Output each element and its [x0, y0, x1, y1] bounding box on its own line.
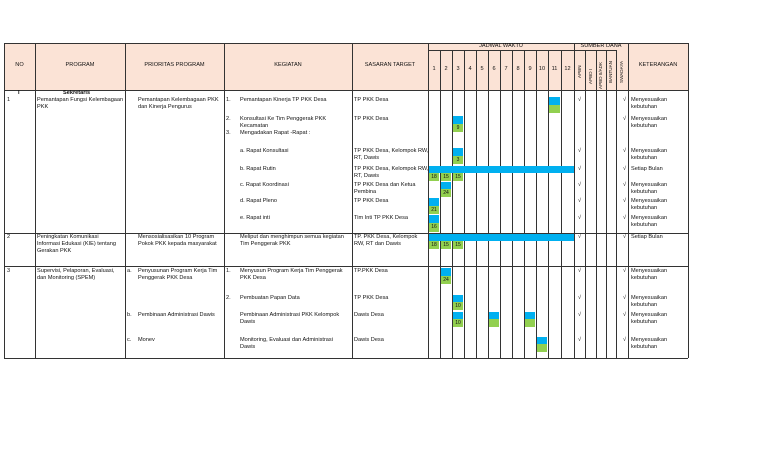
check-mark: √	[623, 148, 627, 154]
col-line	[352, 43, 353, 358]
program-text: dan Monitoring (SPEM)	[37, 275, 96, 281]
prioritas-letter: c.	[127, 337, 132, 343]
check-mark: √	[623, 198, 627, 204]
header-keterangan: KETERANGAN	[638, 62, 678, 68]
col-line	[561, 50, 562, 358]
col-line	[628, 43, 629, 358]
prioritas-text: Pemantapan Kelembagaan PKK	[138, 97, 219, 103]
col-line	[224, 43, 225, 358]
col-line	[585, 50, 586, 358]
col-line	[35, 43, 36, 358]
rule-jadwal	[428, 50, 574, 51]
kegiatan-number: 2.	[226, 116, 231, 122]
schedule-value: 10	[453, 319, 463, 327]
keterangan-text: Menyesuaikan	[631, 116, 668, 122]
program-text: Supervisi, Pelaporan, Evaluasi,	[37, 268, 115, 274]
schedule-bar	[525, 312, 535, 319]
sasaran-text: TP PKK Desa	[354, 116, 389, 122]
schedule-bar	[489, 312, 499, 319]
kegiatan-text: Pemantapan Kinerja TP PKK Desa	[240, 97, 327, 103]
keterangan-text: kebutuhan	[631, 123, 658, 129]
program-text: PKK	[37, 104, 49, 110]
kegiatan-text: c. Rapat Koordinasi	[240, 182, 289, 188]
kegiatan-text: b. Rapat Rutin	[240, 166, 276, 172]
program-text: Pemantapan Fungsi Kelembagaan	[37, 97, 124, 103]
prioritas-letter: b.	[127, 312, 132, 318]
schedule-value: 21	[429, 206, 439, 214]
kegiatan-text: Tim Penggerak PKK	[240, 241, 291, 247]
prioritas-text: Penggerak PKK Desa	[138, 275, 193, 281]
keterangan-text: Menyesuaikan	[631, 312, 668, 318]
sasaran-text: RT, Dawis	[354, 155, 380, 161]
check-mark: √	[578, 268, 582, 274]
keterangan-text: Menyesuaikan	[631, 215, 668, 221]
header-no: NO	[15, 62, 24, 68]
program-text: Gerakan PKK	[37, 248, 72, 254]
sasaran-text: Pembina	[354, 189, 377, 195]
kegiatan-number: 2.	[226, 295, 231, 301]
check-mark: √	[578, 234, 582, 240]
keterangan-text: kebutuhan	[631, 319, 658, 325]
col-line	[688, 43, 689, 358]
header-prioritas: PRIORITAS PROGRAM	[144, 62, 205, 68]
rule-bottom	[4, 358, 688, 359]
prioritas-text: dan Kinerja Pengurus	[138, 104, 192, 110]
prioritas-letter: a.	[127, 268, 132, 274]
kegiatan-text: d. Rapat Pleno	[240, 198, 278, 204]
check-mark: √	[578, 312, 582, 318]
keterangan-text: Menyesuaikan	[631, 337, 668, 343]
month-7: 7	[504, 66, 508, 72]
kegiatan-text: Dawis	[240, 344, 256, 350]
kegiatan-text: Pembinaan Administrasi PKK Kelompok	[240, 312, 340, 318]
kegiatan-text: Menyusun Program Kerja Tim Penggerak	[240, 268, 343, 274]
keterangan-text: kebutuhan	[631, 344, 658, 350]
month-12: 12	[564, 66, 571, 72]
check-mark: √	[623, 312, 627, 318]
check-mark: √	[623, 116, 627, 122]
col-line	[574, 43, 575, 358]
schedule-value: 24	[441, 189, 451, 197]
header-kegiatan: KEGIATAN	[274, 62, 302, 68]
col-line	[440, 50, 441, 358]
schedule-value: 18	[429, 173, 439, 181]
prioritas-text: Pembinaan Administrasi Dawis	[138, 312, 215, 318]
section-number: I	[18, 90, 20, 96]
check-mark: √	[623, 234, 627, 240]
section-title: Sekretaris	[63, 90, 91, 96]
check-mark: √	[578, 182, 582, 188]
schedule-bar	[537, 344, 547, 352]
schedule-bar	[441, 182, 451, 189]
schedule-bar	[489, 319, 499, 327]
schedule-value: 15	[441, 173, 451, 181]
keterangan-text: Menyesuaikan	[631, 198, 668, 204]
sasaran-text: RT, Dawis	[354, 173, 380, 179]
keterangan-text: Menyesuaikan	[631, 295, 668, 301]
sasaran-text: TP PKK Desa, Kelompok RW,	[354, 166, 429, 172]
row-number: 2	[7, 234, 11, 240]
schedule-bar	[453, 116, 463, 124]
keterangan-text: Menyesuaikan	[631, 148, 668, 154]
check-mark: √	[578, 148, 582, 154]
check-mark: √	[623, 97, 627, 103]
schedule-bar	[429, 198, 439, 206]
sasaran-text: TP PKK Desa	[354, 97, 389, 103]
keterangan-text: Setiap Bulan	[631, 166, 663, 172]
col-line	[125, 43, 126, 358]
prioritas-text: Pokok PKK kepada masyarakat	[138, 241, 217, 247]
schedule-value: 16	[429, 223, 439, 232]
sasaran-text: RW, RT dan Dawis	[354, 241, 401, 247]
row-number: 1	[7, 97, 11, 103]
header-sumber: SUMBER DANA	[580, 43, 622, 49]
col-line	[512, 50, 513, 358]
source-swadaya: SWADAYA	[619, 60, 624, 83]
kegiatan-text: e. Rapat inti	[240, 215, 270, 221]
check-mark: √	[623, 268, 627, 274]
kegiatan-text: Dawis	[240, 319, 256, 325]
col-line	[4, 43, 5, 358]
schedule-value: 15	[453, 241, 463, 249]
col-line	[536, 50, 537, 358]
check-mark: √	[623, 215, 627, 221]
kegiatan-text: PKK Desa	[240, 275, 266, 281]
month-11: 11	[551, 66, 558, 72]
check-mark: √	[623, 166, 627, 172]
keterangan-text: Setiap Bulan	[631, 234, 663, 240]
sasaran-text: Dawis Desa	[354, 312, 384, 318]
kegiatan-text: Monitoring, Evaluasi dan Administrasi	[240, 337, 333, 343]
sasaran-text: Tim Inti TP PKK Desa	[354, 215, 408, 221]
month-1: 1	[432, 66, 436, 72]
source-apbd1: APBD I	[588, 68, 593, 84]
kegiatan-text: Konsultasi Ke Tim Penggerak PKK	[240, 116, 327, 122]
check-mark: √	[578, 198, 582, 204]
schedule-value: 24	[441, 276, 451, 284]
col-line	[596, 50, 597, 358]
schedule-value: 18	[429, 241, 439, 249]
schedule-bar	[429, 215, 439, 223]
check-mark: √	[578, 295, 582, 301]
rule-sumber	[574, 50, 616, 51]
month-4: 4	[468, 66, 472, 72]
month-9: 9	[528, 66, 532, 72]
source-apbd2: APBD II/ADK	[598, 61, 603, 89]
source-apbn: APBN	[577, 65, 582, 78]
col-line	[464, 50, 465, 358]
schedule-bar	[441, 268, 451, 276]
schedule-value: 15	[441, 241, 451, 249]
month-8: 8	[516, 66, 520, 72]
schedule-bar	[453, 148, 463, 156]
kegiatan-number: 1.	[226, 97, 231, 103]
col-line	[606, 50, 607, 358]
check-mark: √	[578, 215, 582, 221]
schedule-bar	[537, 337, 547, 344]
sasaran-text: TP PKK Desa	[354, 295, 389, 301]
kegiatan-text: Meliput dan menghimpun semua kegiatan	[240, 234, 344, 240]
sasaran-text: TP PKK Desa	[354, 198, 389, 204]
kegiatan-number: 3.	[226, 130, 231, 136]
schedule-value: 10	[453, 302, 463, 310]
sasaran-text: Dawis Desa	[354, 337, 384, 343]
keterangan-text: kebutuhan	[631, 155, 658, 161]
schedule-bar	[525, 319, 535, 327]
source-bantuan: BANTUAN	[608, 61, 613, 83]
check-mark: √	[623, 182, 627, 188]
schedule-bar	[549, 105, 560, 113]
kegiatan-text: Mengadakan Rapat -Rapat :	[240, 130, 311, 136]
keterangan-text: Menyesuaikan	[631, 268, 668, 274]
col-line	[500, 50, 501, 358]
keterangan-text: Menyesuaikan	[631, 182, 668, 188]
keterangan-text: kebutuhan	[631, 104, 658, 110]
prioritas-text: Mensosialisasikan 10 Program	[138, 234, 215, 240]
check-mark: √	[578, 166, 582, 172]
keterangan-text: kebutuhan	[631, 275, 658, 281]
schedule-value: 3	[453, 156, 463, 164]
kegiatan-text: Kecamatan	[240, 123, 269, 129]
schedule-bar	[549, 97, 560, 105]
check-mark: √	[623, 337, 627, 343]
row-number: 3	[7, 268, 11, 274]
schedule-bar	[453, 312, 463, 319]
check-mark: √	[578, 337, 582, 343]
month-2: 2	[444, 66, 448, 72]
prioritas-text: Penyusunan Program Kerja Tim	[138, 268, 218, 274]
keterangan-text: kebutuhan	[631, 302, 658, 308]
col-line	[476, 50, 477, 358]
col-line	[616, 50, 617, 358]
check-mark: √	[623, 295, 627, 301]
keterangan-text: kebutuhan	[631, 189, 658, 195]
kegiatan-text: a. Rapat Konsultasi	[240, 148, 289, 154]
keterangan-text: kebutuhan	[631, 222, 658, 228]
kegiatan-text: Pembuatan Papan Data	[240, 295, 300, 301]
kegiatan-number: 1.	[226, 268, 231, 274]
schedule-bar	[453, 295, 463, 302]
check-mark: √	[578, 97, 582, 103]
program-text: Peningkatan Komunikasi	[37, 234, 99, 240]
header-sasaran: SASARAN TARGET	[364, 62, 416, 68]
month-5: 5	[480, 66, 484, 72]
schedule-bar	[429, 234, 574, 241]
header-program: PROGRAM	[65, 62, 95, 68]
prioritas-text: Monev	[138, 337, 155, 343]
sasaran-text: TP PKK Desa, Kelompok RW,	[354, 148, 429, 154]
program-text: Informasi Edukasi (KIE) tentang	[37, 241, 116, 247]
schedule-value: 9	[453, 124, 463, 132]
header-jadwal: JADWAL WAKTU	[479, 43, 523, 49]
keterangan-text: kebutuhan	[631, 205, 658, 211]
sasaran-text: TP.PKK Desa	[354, 268, 388, 274]
month-10: 10	[538, 66, 546, 72]
sasaran-text: TP PKK Desa dan Ketua	[354, 182, 416, 188]
month-3: 3	[456, 66, 460, 72]
keterangan-text: Menyesuaikan	[631, 97, 668, 103]
schedule-bar	[429, 166, 574, 173]
month-6: 6	[492, 66, 496, 72]
schedule-value: 15	[453, 173, 463, 181]
sasaran-text: TP. PKK Desa, Kelompok	[354, 234, 418, 240]
